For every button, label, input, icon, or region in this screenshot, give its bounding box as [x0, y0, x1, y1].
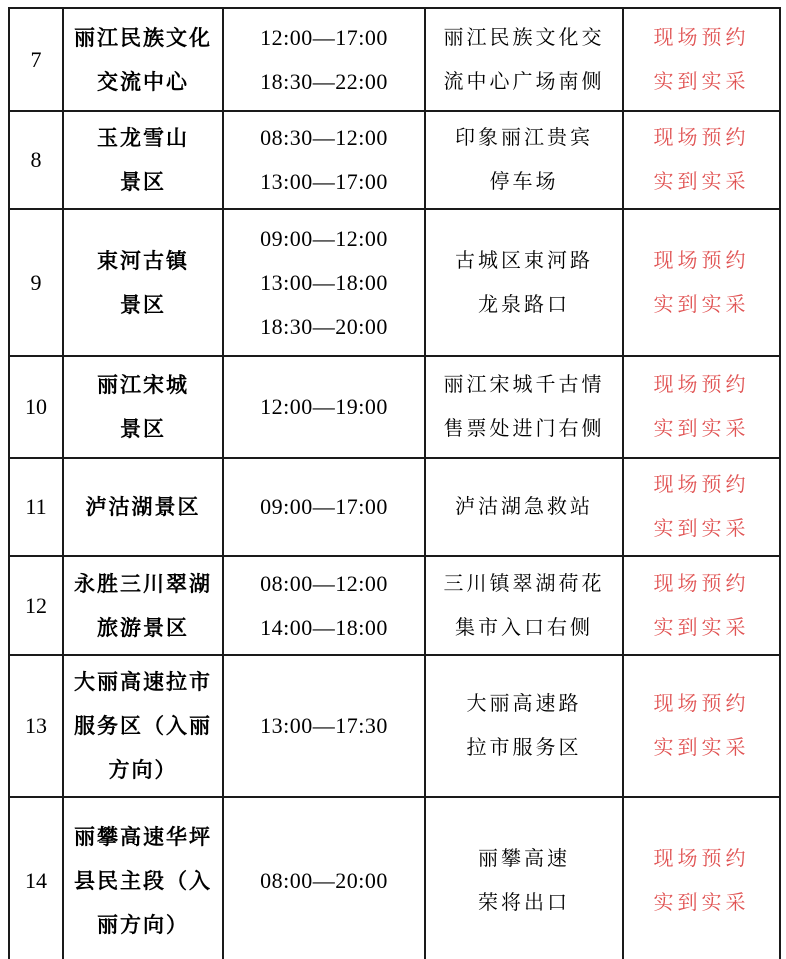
sampling-mode-line: 现场预约 [653, 474, 750, 496]
site-name-line: 泸沽湖景区 [85, 495, 201, 519]
sampling-mode-cell [623, 458, 780, 556]
site-name-line: 景区 [120, 417, 166, 441]
site-name-line: 束河古镇 [97, 248, 189, 273]
document-page [0, 7, 786, 959]
sampling-mode-cell [623, 8, 780, 111]
time-slots-cell [223, 797, 425, 959]
site-name-line: 玉龙雪山 [97, 126, 189, 150]
sampling-mode-line: 实到实采 [653, 518, 750, 540]
site-name-cell [63, 356, 223, 458]
site-name-cell [63, 556, 223, 655]
sampling-mode-line: 实到实采 [653, 171, 750, 193]
time-slots-line: 12:00—19:00 [260, 394, 388, 419]
sampling-mode-cell [623, 111, 780, 209]
site-name-line: 丽方向） [97, 913, 189, 937]
sampling-mode-line: 现场预约 [653, 249, 750, 272]
sampling-mode-cell [623, 797, 780, 959]
table-row [9, 8, 780, 111]
address-line: 停车场 [489, 171, 559, 193]
site-name-line: 交流中心 [97, 69, 189, 94]
sampling-mode-line: 现场预约 [653, 26, 750, 49]
site-name-cell [63, 209, 223, 356]
table-row [9, 111, 780, 209]
site-name-line: 景区 [120, 170, 166, 194]
sampling-points-table [8, 7, 781, 959]
address-line: 集市入口右侧 [455, 616, 593, 639]
site-name-line: 服务区（入丽 [74, 714, 212, 738]
time-slots-cell [223, 111, 425, 209]
row-number-cell [9, 797, 63, 959]
row-number-cell [9, 209, 63, 356]
address-line: 丽江民族文化交 [443, 26, 605, 49]
row-number-cell [9, 8, 63, 111]
site-name-line: 大丽高速拉市 [74, 670, 212, 694]
address-cell [425, 458, 623, 556]
sampling-mode-line: 实到实采 [653, 616, 750, 639]
sampling-mode-cell [623, 556, 780, 655]
time-slots-line: 09:00—17:00 [260, 494, 388, 519]
row-number-line: 9 [30, 269, 42, 295]
site-name-line: 县民主段（入 [74, 869, 212, 893]
time-slots-line: 08:00—12:00 [260, 570, 388, 596]
site-name-line: 永胜三川翠湖 [74, 571, 212, 596]
site-name-cell [63, 655, 223, 797]
address-cell [425, 8, 623, 111]
table-row [9, 655, 780, 797]
row-number-cell [9, 111, 63, 209]
sampling-mode-cell [623, 356, 780, 458]
time-slots-line: 18:30—22:00 [260, 68, 388, 94]
site-name-cell [63, 458, 223, 556]
address-line: 泸沽湖急救站 [455, 496, 593, 518]
row-number-cell [9, 655, 63, 797]
table-row [9, 556, 780, 655]
address-cell [425, 111, 623, 209]
address-cell [425, 209, 623, 356]
time-slots-line: 13:00—17:00 [260, 169, 388, 194]
time-slots-cell [223, 556, 425, 655]
time-slots-line: 09:00—12:00 [260, 225, 388, 251]
address-line: 龙泉路口 [478, 293, 570, 316]
site-name-line: 旅游景区 [97, 615, 189, 640]
sampling-mode-line: 实到实采 [653, 293, 750, 316]
row-number-cell [9, 458, 63, 556]
site-name-line: 方向） [108, 758, 178, 782]
sampling-mode-line: 现场预约 [653, 848, 750, 870]
time-slots-cell [223, 8, 425, 111]
time-slots-line: 08:00—20:00 [260, 868, 388, 893]
table-row [9, 458, 780, 556]
address-cell [425, 556, 623, 655]
sampling-mode-line: 现场预约 [653, 572, 750, 595]
time-slots-cell [223, 458, 425, 556]
row-number-line: 12 [25, 592, 47, 618]
sampling-mode-line: 现场预约 [653, 374, 750, 396]
site-name-line: 景区 [120, 292, 166, 317]
site-name-cell [63, 797, 223, 959]
address-cell [425, 797, 623, 959]
address-line: 售票处进门右侧 [443, 418, 605, 440]
site-name-line: 丽江民族文化 [74, 25, 212, 50]
address-line: 三川镇翠湖荷花 [443, 572, 605, 595]
address-line: 流中心广场南侧 [443, 70, 605, 93]
address-line: 古城区束河路 [455, 249, 593, 272]
address-line: 印象丽江贵宾 [455, 127, 593, 149]
table-row [9, 209, 780, 356]
address-line: 荣将出口 [478, 892, 570, 914]
site-name-cell [63, 8, 223, 111]
site-name-line: 丽江宋城 [97, 373, 189, 397]
sampling-mode-cell [623, 655, 780, 797]
address-cell [425, 356, 623, 458]
time-slots-line: 08:30—12:00 [260, 125, 388, 150]
sampling-mode-line: 实到实采 [653, 70, 750, 93]
time-slots-line: 13:00—18:00 [260, 269, 388, 295]
address-line: 丽江宋城千古情 [443, 374, 605, 396]
row-number-cell [9, 556, 63, 655]
time-slots-line: 14:00—18:00 [260, 614, 388, 640]
row-number-line: 7 [30, 46, 42, 72]
time-slots-cell [223, 356, 425, 458]
row-number-line: 13 [25, 713, 47, 738]
time-slots-line: 13:00—17:30 [260, 713, 388, 738]
sampling-mode-line: 实到实采 [653, 892, 750, 914]
row-number-line: 11 [25, 494, 47, 519]
time-slots-line: 18:30—20:00 [260, 313, 388, 339]
sampling-mode-cell [623, 209, 780, 356]
address-line: 拉市服务区 [466, 737, 582, 759]
row-number-line: 8 [30, 147, 42, 172]
sampling-mode-line: 现场预约 [653, 693, 750, 715]
time-slots-cell [223, 209, 425, 356]
row-number-line: 14 [25, 868, 47, 893]
table-body [9, 8, 780, 959]
row-number-line: 10 [25, 394, 47, 419]
table-row [9, 356, 780, 458]
site-name-cell [63, 111, 223, 209]
sampling-mode-line: 实到实采 [653, 737, 750, 759]
sampling-mode-line: 实到实采 [653, 418, 750, 440]
address-line: 丽攀高速 [478, 848, 570, 870]
sampling-mode-line: 现场预约 [653, 127, 750, 149]
time-slots-cell [223, 655, 425, 797]
row-number-cell [9, 356, 63, 458]
address-cell [425, 655, 623, 797]
time-slots-line: 12:00—17:00 [260, 24, 388, 50]
address-line: 大丽高速路 [466, 693, 582, 715]
site-name-line: 丽攀高速华坪 [74, 825, 212, 849]
table-row [9, 797, 780, 959]
